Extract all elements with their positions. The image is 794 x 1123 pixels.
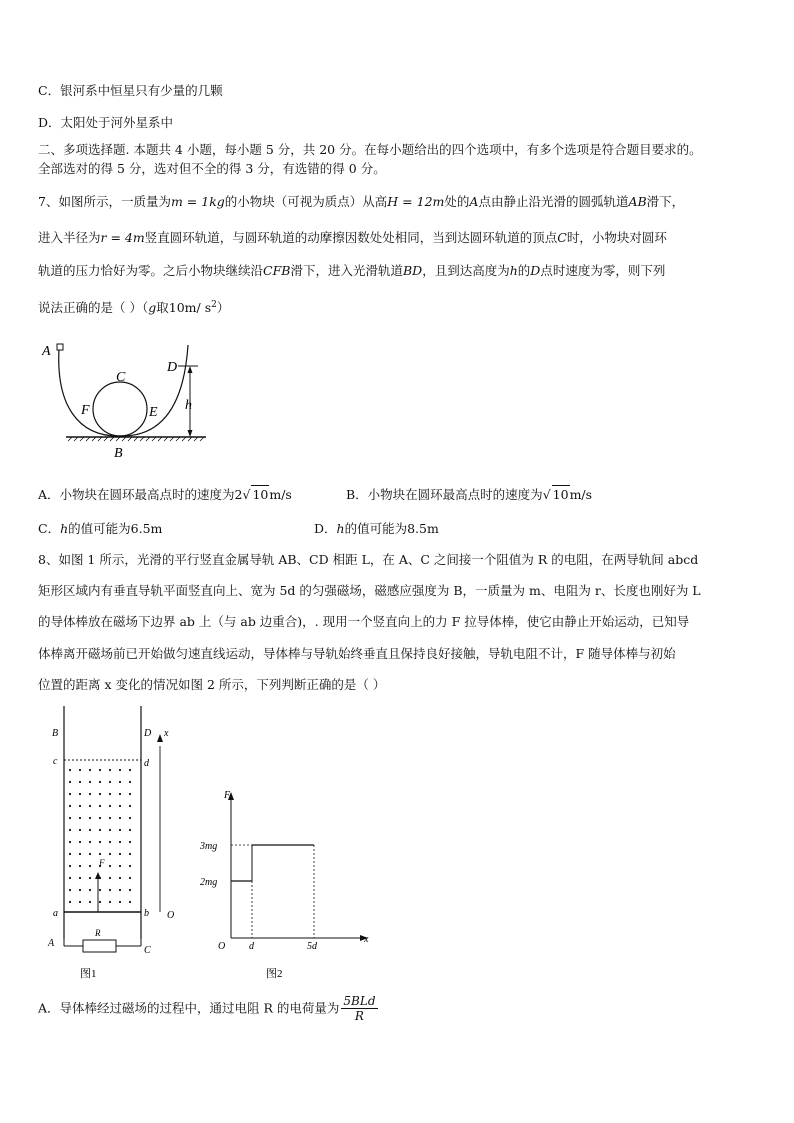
field-dot bbox=[89, 817, 91, 819]
field-dot bbox=[119, 769, 121, 771]
field-dot bbox=[129, 817, 131, 819]
field-dot bbox=[99, 829, 101, 831]
q7-line3: 轨道的压力恰好为零。之后小物块继续沿CFB滑下，进入光滑轨道BD，且到达高度为h的D点时速度为零，则下列 bbox=[38, 263, 666, 278]
fig1-label-b-upper: B bbox=[52, 728, 59, 739]
field-dot bbox=[129, 877, 131, 879]
field-dot bbox=[89, 877, 91, 879]
field-dot bbox=[99, 853, 101, 855]
field-dot bbox=[79, 865, 81, 867]
field-dot bbox=[109, 889, 111, 891]
fig1-label-o: O bbox=[167, 910, 175, 921]
field-dot bbox=[89, 805, 91, 807]
field-dot bbox=[89, 769, 91, 771]
field-dot bbox=[69, 829, 71, 831]
field-dot bbox=[109, 877, 111, 879]
fig-label-b: B bbox=[114, 446, 123, 460]
field-dot bbox=[89, 793, 91, 795]
fraction: $\frac{\text{5BLd}}{R}$ bbox=[343, 994, 376, 1023]
field-dot bbox=[119, 829, 121, 831]
field-dot bbox=[129, 901, 131, 903]
field-dot bbox=[79, 889, 81, 891]
field-dot bbox=[129, 853, 131, 855]
fig2-label-o: O bbox=[218, 941, 226, 952]
field-dot bbox=[129, 841, 131, 843]
field-dot bbox=[69, 853, 71, 855]
field-dot bbox=[69, 817, 71, 819]
fig-label-f: F bbox=[81, 403, 90, 418]
field-dot bbox=[119, 865, 121, 867]
fig1-label-f: F bbox=[99, 858, 105, 868]
q7-option-d[interactable]: D．h的值可能为8.5m bbox=[314, 521, 439, 536]
field-dot bbox=[69, 841, 71, 843]
field-dot bbox=[89, 781, 91, 783]
fig1-label-a: a bbox=[53, 908, 58, 919]
field-dot bbox=[79, 769, 81, 771]
q8-option-a[interactable]: A．导体棒经过磁场的过程中，通过电阻 R 的电荷量为 $\frac{\text{5BLd}}{R}$ bbox=[38, 994, 376, 1023]
field-dot bbox=[119, 877, 121, 879]
option-c-prev: C．银河系中恒星只有少量的几颗 bbox=[38, 83, 223, 98]
q8-line3: 的导体棒放在磁场下边界 ab 上（与 ab 边重合)，. 现用一个竖直向上的力 F 拉导体棒，使它由静止开始运动，已知导 bbox=[38, 614, 690, 629]
fig2-label-5d: 5d bbox=[307, 941, 317, 952]
option-d-prev: D．太阳处于河外星系中 bbox=[38, 115, 174, 130]
fig2-label-3mg: 3mg bbox=[200, 841, 218, 852]
field-dot bbox=[99, 817, 101, 819]
fig1-label-c: c bbox=[53, 756, 58, 767]
fig1-label-b: b bbox=[144, 908, 149, 919]
field-dot bbox=[79, 793, 81, 795]
field-dot bbox=[99, 841, 101, 843]
fig2-caption: 图2 bbox=[266, 968, 283, 980]
field-dot bbox=[119, 781, 121, 783]
field-dot bbox=[69, 865, 71, 867]
fig1-label-r: R bbox=[95, 928, 101, 938]
field-dot bbox=[119, 901, 121, 903]
fig-label-h: h bbox=[185, 398, 192, 413]
field-dot bbox=[129, 829, 131, 831]
q7-option-a[interactable]: A．小物块在圆环最高点时的速度为2√ 10m/s bbox=[38, 487, 292, 502]
field-dot bbox=[99, 769, 101, 771]
field-dot bbox=[89, 841, 91, 843]
fig2-label-x: x bbox=[364, 934, 369, 945]
field-dot bbox=[79, 853, 81, 855]
field-dot bbox=[79, 901, 81, 903]
field-dot bbox=[79, 829, 81, 831]
fig2-label-d: d bbox=[249, 941, 254, 952]
field-dot bbox=[109, 865, 111, 867]
field-dot bbox=[109, 817, 111, 819]
field-dot bbox=[79, 781, 81, 783]
fig-label-c: C bbox=[116, 370, 126, 385]
field-dot bbox=[69, 769, 71, 771]
field-dot bbox=[89, 829, 91, 831]
field-dot bbox=[99, 781, 101, 783]
q7-option-c[interactable]: C．h的值可能为6.5m bbox=[38, 521, 163, 536]
fig1-caption: 图1 bbox=[80, 968, 97, 980]
q7-figure bbox=[38, 335, 213, 460]
fig1-label-x: x bbox=[164, 728, 169, 739]
field-dot bbox=[89, 865, 91, 867]
field-dot bbox=[109, 841, 111, 843]
q7-line2: 进入半径为r = 4m竖直圆环轨道，与圆环轨道的动摩擦因数处处相同，当到达圆环轨道的顶点C时，小物块对圆环 bbox=[38, 230, 667, 245]
field-dot bbox=[119, 817, 121, 819]
field-dot bbox=[129, 769, 131, 771]
field-dot bbox=[69, 889, 71, 891]
field-dot bbox=[69, 805, 71, 807]
field-dot bbox=[109, 769, 111, 771]
q7-line4: 说法正确的是（ ）（g取10m/ $s^2$） bbox=[38, 300, 230, 316]
q7-line1: 7、如图所示，一质量为m = 1kg的小物块（可视为质点）从高H = 12m处的A点由静止沿光滑的圆弧轨道AB滑下， bbox=[38, 194, 685, 209]
q7-option-b[interactable]: B．小物块在圆环最高点时的速度为√ 10m/s bbox=[346, 487, 593, 502]
field-dot bbox=[119, 805, 121, 807]
field-dot bbox=[69, 901, 71, 903]
field-dot bbox=[99, 901, 101, 903]
q8-line1: 8、如图 1 所示，光滑的平行竖直金属导轨 AB、CD 相距 L，在 A、C 之间接一个阻值为 R 的电阻，在两导轨间 abcd bbox=[38, 552, 699, 567]
q8-line2: 矩形区域内有垂直导轨平面竖直向上、宽为 5d 的匀强磁场，磁感应强度为 B，一质量为 m、电阻为 r、长度也刚好为 L bbox=[38, 583, 701, 598]
field-dot bbox=[119, 793, 121, 795]
q8-line4: 体棒离开磁场前已开始做匀速直线运动，导体棒与导轨始终垂直且保持良好接触，导轨电阻不计，F 随导体棒与初始 bbox=[38, 646, 676, 661]
field-dot bbox=[89, 901, 91, 903]
field-dot bbox=[89, 853, 91, 855]
fig1-label-a-upper: A bbox=[48, 938, 55, 949]
q8-figure1 bbox=[40, 706, 190, 986]
field-dot bbox=[129, 889, 131, 891]
fig2-label-f: F bbox=[224, 790, 231, 801]
field-dot bbox=[99, 889, 101, 891]
field-dot bbox=[109, 829, 111, 831]
field-dot bbox=[119, 841, 121, 843]
fig-label-d: D bbox=[167, 360, 178, 375]
field-dot bbox=[79, 805, 81, 807]
fig2-label-2mg: 2mg bbox=[200, 877, 218, 888]
field-dot bbox=[69, 781, 71, 783]
field-dot bbox=[99, 793, 101, 795]
field-dot bbox=[109, 853, 111, 855]
field-dot bbox=[119, 889, 121, 891]
field-dot bbox=[109, 793, 111, 795]
field-dot bbox=[109, 901, 111, 903]
q8-line5: 位置的距离 x 变化的情况如图 2 所示，下列判断正确的是（ ） bbox=[38, 677, 386, 692]
field-dot bbox=[129, 781, 131, 783]
section-heading-line2: 全部选对的得 5 分，选对但不全的得 3 分，有选错的得 0 分。 bbox=[38, 161, 386, 176]
field-dot bbox=[119, 853, 121, 855]
fig1-label-d-upper: D bbox=[144, 728, 152, 739]
section-heading-line1: 二、多项选择题. 本题共 4 小题，每小题 5 分，共 20 分。在每小题给出的四个选项中，有多个选项是符合题目要求的。 bbox=[38, 142, 702, 157]
fig-label-e: E bbox=[149, 405, 158, 420]
fig1-label-d: d bbox=[144, 758, 149, 769]
field-dot bbox=[79, 841, 81, 843]
field-dot bbox=[129, 793, 131, 795]
field-dot bbox=[69, 877, 71, 879]
q8-figure2 bbox=[196, 786, 376, 986]
field-dot bbox=[69, 793, 71, 795]
fig1-label-c-upper: C bbox=[144, 945, 151, 956]
field-dot bbox=[99, 805, 101, 807]
field-dot bbox=[109, 781, 111, 783]
fig-label-a: A bbox=[42, 344, 51, 359]
field-dot bbox=[79, 817, 81, 819]
field-dot bbox=[89, 889, 91, 891]
field-dot bbox=[79, 877, 81, 879]
field-dot bbox=[109, 805, 111, 807]
field-dot bbox=[129, 805, 131, 807]
field-dot bbox=[129, 865, 131, 867]
